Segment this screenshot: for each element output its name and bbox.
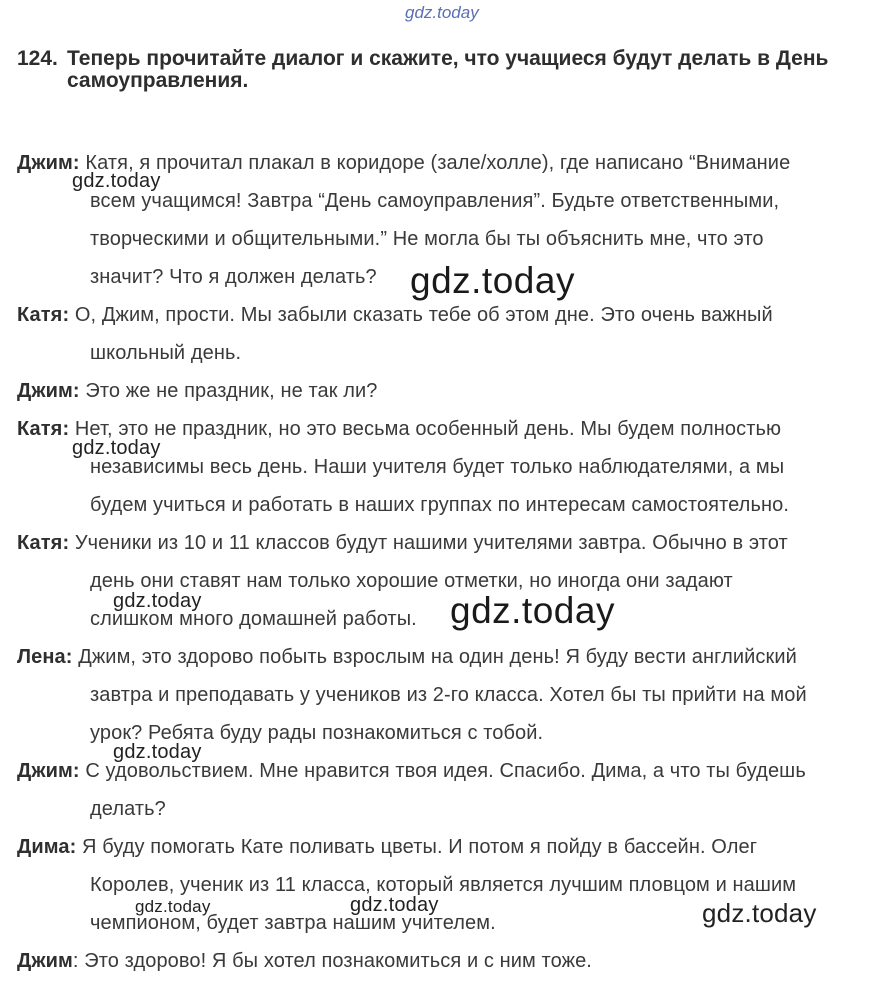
dialogue-line: урок? Ребята буду рады познакомиться с тобой. (90, 722, 544, 744)
dialogue-line: слишком много домашней работы. (90, 608, 417, 630)
task-text-line2: самоуправления. (67, 69, 249, 92)
dialogue-text: Катя, я прочитал плакал в коридоре (зале/холле), где написано “Внимание (79, 152, 791, 174)
dialogue-text: : Это здорово! Я бы хотел познакомиться и с ним тоже. (72, 950, 592, 972)
dialogue-line (17, 950, 592, 973)
speaker-name: Катя: (17, 304, 70, 326)
dialogue-text: Джим, это здорово побыть взрослым на один день! Я буду вести английский (72, 646, 797, 668)
task-text-line1: Теперь прочитайте диалог и скажите, что учащиеся будут делать в День (67, 47, 829, 70)
dialogue-line: делать? (90, 798, 166, 820)
speaker-name: Джим (17, 950, 73, 972)
dialogue-text: Это же не праздник, не так ли? (79, 380, 378, 402)
speaker-name: Лена: (17, 646, 73, 668)
dialogue-line: будем учиться и работать в наших группах по интересам самостоятельно. (90, 494, 789, 516)
speaker-name: Джим: (17, 380, 80, 402)
watermark: gdz.today (72, 170, 161, 192)
dialogue-line: день они ставят нам только хорошие отметки, но иногда они задают (90, 570, 733, 592)
dialogue-line: Королев, ученик из 11 класса, который является лучшим пловцом и нашим (90, 874, 797, 896)
dialogue-line: чемпионом, будет завтра нашим учителем. (90, 912, 496, 934)
dialogue-line (17, 646, 797, 669)
watermark: gdz.today (72, 437, 161, 459)
watermark: gdz.today (702, 898, 817, 928)
dialogue-line (17, 380, 378, 403)
dialogue-line: значит? Что я должен делать? (90, 266, 377, 288)
dialogue-text: Я буду помогать Кате поливать цветы. И потом я пойду в бассейн. Олег (76, 836, 758, 858)
watermark: gdz.today (350, 894, 439, 916)
dialogue-line: всем учащимся! Завтра “День самоуправления”. Будьте ответственными, (90, 190, 780, 212)
dialogue-text: Ученики из 10 и 11 классов будут нашими учителями завтра. Обычно в этот (69, 532, 788, 554)
speaker-name: Катя: (17, 532, 70, 554)
dialogue-text: Нет, это не праздник, но это весьма особенный день. Мы будем полностью (69, 418, 782, 440)
watermark: gdz.today (113, 590, 202, 612)
speaker-name: Джим: (17, 760, 80, 782)
speaker-name: Дима: (17, 836, 77, 858)
dialogue-line: школьный день. (90, 342, 242, 364)
dialogue-line (17, 532, 788, 555)
watermark: gdz.today (450, 590, 615, 631)
watermark: gdz.today (113, 741, 202, 763)
dialogue-line: независимы весь день. Наши учителя будет только наблюдателями, а мы (90, 456, 785, 478)
speaker-name: Катя: (17, 418, 70, 440)
speaker-name: Джим: (17, 152, 80, 174)
task-number: 124. (17, 47, 58, 70)
dialogue-line (17, 304, 773, 327)
dialogue-line (17, 836, 757, 859)
dialogue-line: творческими и общительными.” Не могла бы ты объяснить мне, что это (90, 228, 764, 250)
dialogue-text: О, Джим, прости. Мы забыли сказать тебе об этом дне. Это очень важный (69, 304, 773, 326)
watermark: gdz.today (410, 260, 575, 301)
dialogue-line: завтра и преподавать у учеников из 2-го класса. Хотел бы ты прийти на мой (90, 684, 807, 706)
header-watermark: gdz.today (405, 3, 479, 22)
watermark: gdz.today (135, 897, 211, 916)
dialogue-text: С удовольствием. Мне нравится твоя идея. Спасибо. Дима, а что ты будешь (79, 760, 806, 782)
